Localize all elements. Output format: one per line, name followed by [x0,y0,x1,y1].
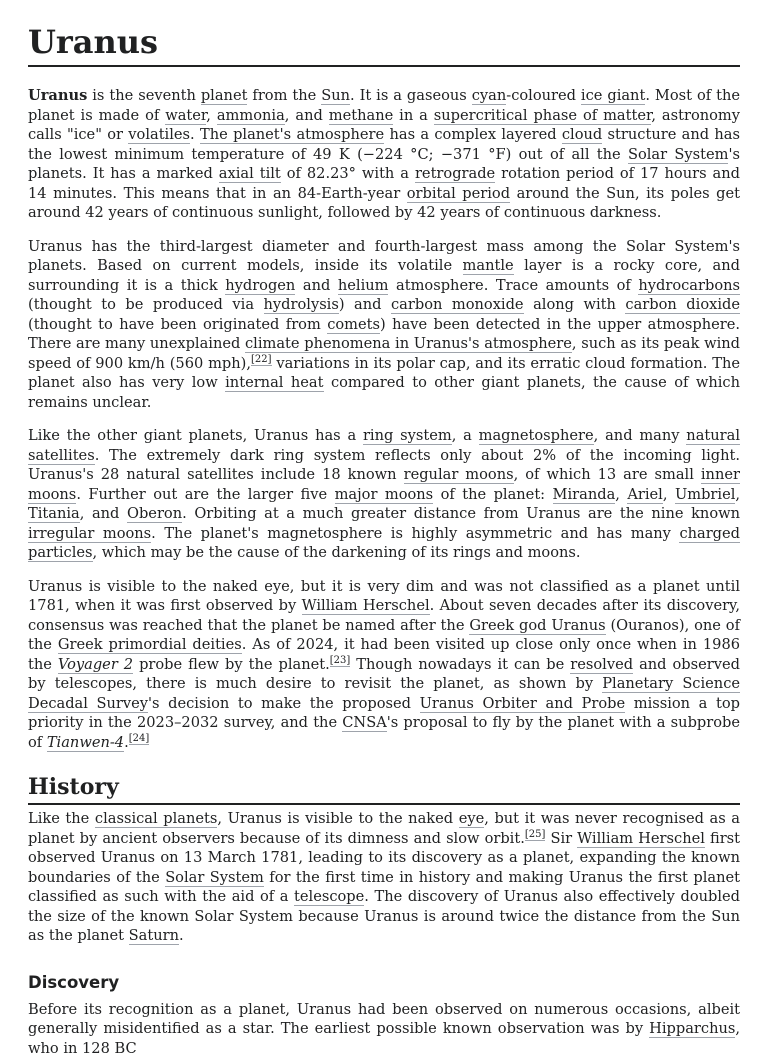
link-major-moons[interactable]: major moons [335,486,434,504]
link-decadal-survey[interactable]: Planetary Science Decadal Survey [28,675,740,713]
citation-link[interactable]: [23] [330,655,351,667]
citation [330,655,351,667]
link-ariel[interactable]: Ariel [627,486,663,504]
link-inner-moons[interactable]: inner moons [28,466,740,504]
link-titania[interactable]: Titania [28,505,80,523]
citation [251,354,272,366]
paragraph-rings-moons: Like the other giant planets, Uranus has a ring system, a magnetosphere, and many natural satellites. The extremely dark ring system reflects only about 2% of the incoming light. Uranus's 28 natural satellites include 18 known regular moons, of which 13 are small inner moons. Further out are the larger five major moons of the planet: Miranda, Ariel, Umbriel, Titania, and Oberon. Orbiting at a much greater distance from Uranus are the nine known irregular moons. The planet's magnetosphere is highly asymmetric and has many charged particles, which may be the cause of the darkening of its rings and moons. [28,426,740,563]
link-miranda[interactable]: Miranda [553,486,616,504]
link-planet-atmosphere[interactable]: The planet's atmosphere [200,126,384,144]
link-helium[interactable]: helium [338,277,389,295]
link-solar-system[interactable]: Solar System [165,869,264,887]
citation-link[interactable]: [24] [129,733,150,745]
bold-term: Uranus [28,87,87,104]
link-sun[interactable]: Sun [321,87,350,105]
link-planet[interactable]: planet [201,87,248,105]
paragraph-structure: Uranus has the third-largest diameter and fourth-largest mass among the Solar System's planets. Based on current models, inside its volatile mantle layer is a rocky core, and surrounding it is a thick hydrogen and helium atmosphere. Trace amounts of hydrocarbons (thought to be produced via hydrolysis) and carbon monoxide along with carbon dioxide (thought to have been originated from comets) have been detected in the upper atmosphere. There are many unexplained climate phenomena in Uranus's atmosphere, such as its peak wind speed of 900 km/h (560 mph),[22] variations in its polar cap, and its erratic cloud formation. The planet also has very low internal heat compared to other giant planets, the cause of which remains unclear. [28,237,740,413]
link-william-herschel[interactable]: William Herschel [302,597,430,615]
link-ring-system[interactable]: ring system [363,427,452,445]
paragraph-discovery: Before its recognition as a planet, Uranus had been observed on numerous occasions, albeit generally misidentified as a star. The earliest possible known observation was by Hipparchus, who in 128 BC [28,1000,740,1058]
link-hydrocarbons[interactable]: hydrocarbons [638,277,740,295]
link-retrograde[interactable]: retrograde [415,165,495,183]
link-umbriel[interactable]: Umbriel [675,486,735,504]
section-heading-history: History [28,772,740,805]
link-tianwen-4[interactable]: Tianwen-4 [47,734,124,752]
link-telescope[interactable]: telescope [294,888,364,906]
link-methane[interactable]: methane [329,107,393,125]
link-supercritical-phase[interactable]: supercritical phase of matter [434,107,652,125]
link-solar-system[interactable]: Solar System [628,146,729,164]
link-oberon[interactable]: Oberon [127,505,182,523]
citation [525,829,546,841]
link-voyager-2[interactable]: Voyager 2 [58,656,133,674]
page-title: Uranus [28,22,740,67]
link-hipparchus[interactable]: Hipparchus [649,1020,735,1038]
link-cnsa[interactable]: CNSA [342,714,386,732]
link-william-herschel[interactable]: William Herschel [577,830,705,848]
link-water[interactable]: water [165,107,206,125]
link-comets[interactable]: comets [327,316,380,334]
link-irregular-moons[interactable]: irregular moons [28,525,151,543]
link-mantle[interactable]: mantle [463,257,514,275]
paragraph-intro: Uranus is the seventh planet from the Sun. It is a gaseous cyan-coloured ice giant. Most of the planet is made of water, ammonia, and methane in a supercritical phase of matter, astronomy calls "ice" or volatiles. The planet's atmosphere has a complex layered cloud structure and has the lowest minimum temperature of 49 K (−224 °C; −371 °F) out of all the Solar System's planets. It has a marked axial tilt of 82.23° with a retrograde rotation period of 17 hours and 14 minutes. This means that in an 84-Earth-year orbital period around the Sun, its poles get around 42 years of continuous sunlight, followed by 42 years of continuous darkness. [28,86,740,223]
section-heading-discovery: Discovery [28,972,740,994]
link-magnetosphere[interactable]: magnetosphere [479,427,594,445]
link-regular-moons[interactable]: regular moons [404,466,514,484]
link-volatiles[interactable]: volatiles [128,126,190,144]
link-charged-particles[interactable]: charged particles [28,525,740,563]
paragraph-observation: Uranus is visible to the naked eye, but it is very dim and was not classified as a planet until 1781, when it was first observed by William Herschel. About seven decades after its discovery, consensus was reached that the planet be named after the Greek god Uranus (Ouranos), one of the Greek primordial deities. As of 2024, it had been visited up close only once when in 1986 the Voyager 2 probe flew by the planet.[23] Though nowadays it can be resolved and observed by telescopes, there is much desire to revisit the planet, as shown by Planetary Science Decadal Survey's decision to make the proposed Uranus Orbiter and Probe mission a top priority in the 2023–2032 survey, and the CNSA's proposal to fly by the planet with a subprobe of Tianwen-4.[24] [28,577,740,753]
link-cyan[interactable]: cyan [472,87,507,105]
link-carbon-dioxide[interactable]: carbon dioxide [625,296,740,314]
citation-link[interactable]: [25] [525,829,546,841]
link-resolved[interactable]: resolved [570,656,633,674]
link-uranus-orbiter-probe[interactable]: Uranus Orbiter and Probe [420,695,626,713]
link-ammonia[interactable]: ammonia [217,107,285,125]
link-greek-primordial-deities[interactable]: Greek primordial deities [58,636,242,654]
link-orbital-period[interactable]: orbital period [407,185,510,203]
link-climate-phenomena[interactable]: climate phenomena in Uranus's atmosphere [245,335,572,353]
link-hydrogen[interactable]: hydrogen [225,277,295,295]
citation-link[interactable]: [22] [251,354,272,366]
link-eye[interactable]: eye [459,810,485,828]
link-ice-giant[interactable]: ice giant [581,87,645,105]
link-hydrolysis[interactable]: hydrolysis [264,296,339,314]
link-internal-heat[interactable]: internal heat [225,374,323,392]
link-classical-planets[interactable]: classical planets [95,810,217,828]
paragraph-history: Like the classical planets, Uranus is visible to the naked eye, but it was never recognised as a planet by ancient observers because of its dimness and slow orbit.[25] Sir William Herschel first observed Uranus on 13 March 1781, leading to its discovery as a planet, expanding the known boundaries of the Solar System for the first time in history and making Uranus the first planet classified as such with the aid of a telescope. The discovery of Uranus also effectively doubled the size of the known Solar System because Uranus is around twice the distance from the Sun as the planet Saturn. [28,809,740,946]
link-saturn[interactable]: Saturn [129,927,179,945]
link-natural-satellites[interactable]: natural satellites [28,427,740,465]
citation [129,733,150,745]
link-carbon-monoxide[interactable]: carbon monoxide [391,296,524,314]
link-axial-tilt[interactable]: axial tilt [219,165,281,183]
link-greek-god-uranus[interactable]: Greek god Uranus [469,617,605,635]
link-cloud[interactable]: cloud [562,126,602,144]
